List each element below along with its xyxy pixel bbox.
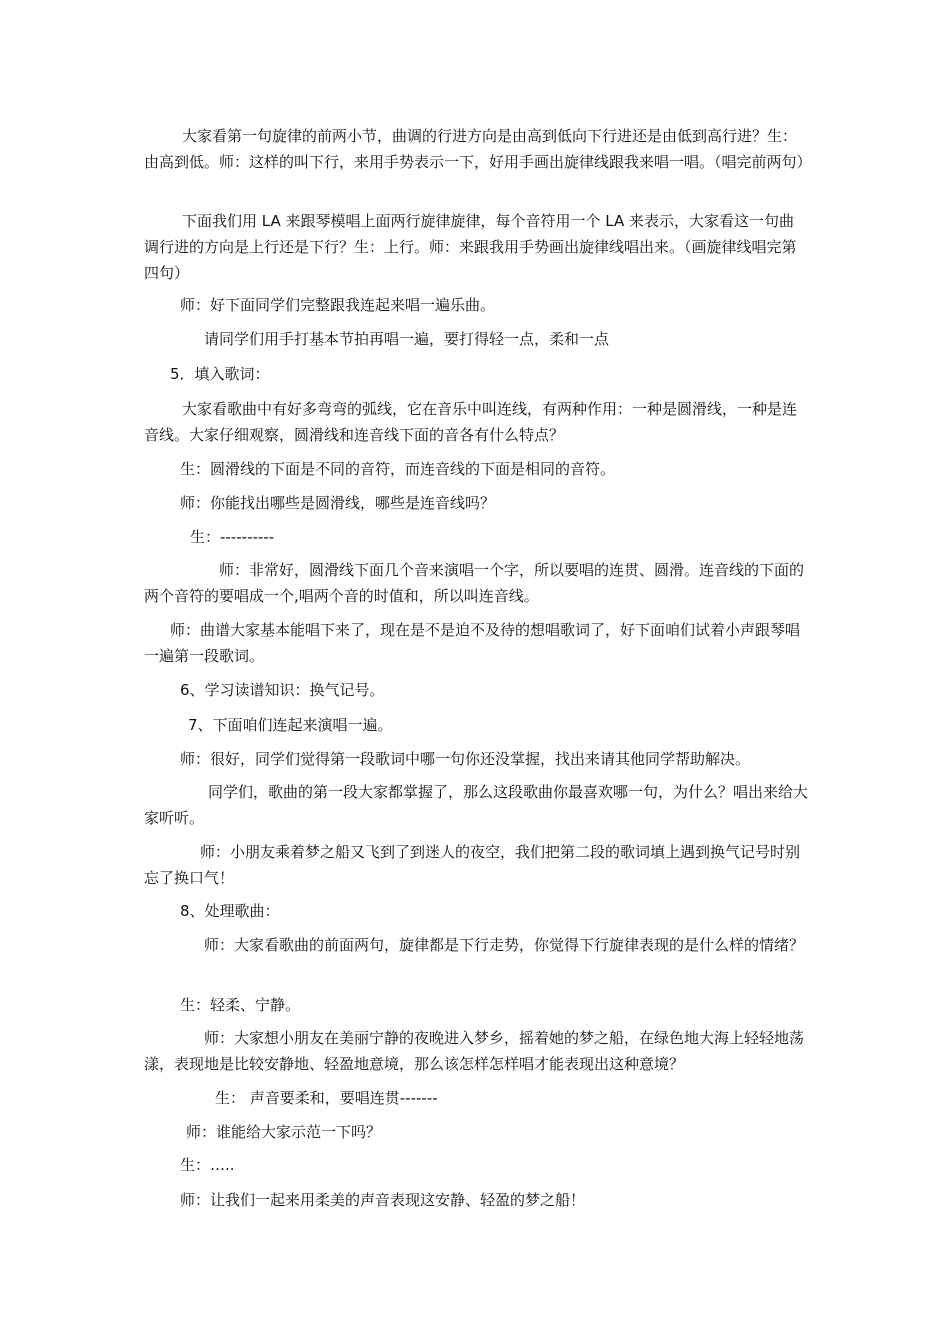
paragraph-sing-through: 师：好下面同学们完整跟我连起来唱一遍乐曲。 bbox=[180, 296, 496, 314]
paragraph-sing-lyrics: 师：曲谱大家基本能唱下来了，现在是不是迫不及待的想唱歌词了，好下面咱们试着小声跟琴唱一遍第一段歌词。 bbox=[144, 621, 801, 665]
paragraph-student-ellipsis: 生：….. bbox=[180, 1156, 235, 1174]
section-heading-fill-lyrics: 5．填入歌词： bbox=[170, 365, 270, 383]
paragraph-night-imagery: 师：大家想小朋友在美丽宁静的夜晚进入梦乡，摇着她的梦之船，在绿色地大海上轻轻地荡漾，表现地是比较安静地、轻盈地意境，那么该怎样怎样唱才能表现出这种意境？ bbox=[144, 1029, 805, 1073]
paragraph-student-soft-voice: 生： 声音要柔和，要唱连贯------- bbox=[215, 1089, 438, 1107]
paragraph-melody-ascending: 下面我们用 LA 来跟琴模唱上面两行旋律旋律，每个音符用一个 LA 来表示，大家看这一句曲调行进的方向是上行还是下行？生：上行。师：来跟我用手势画出旋律线唱出来。（画旋律线唱完第四句） bbox=[144, 212, 797, 282]
paragraph-slur-explanation: 师：非常好，圆滑线下面几个音来演唱一个字，所以要唱的连贯、圆滑。连音线的下面的两个音符的要唱成一个,唱两个音的时值和，所以叫连音线。 bbox=[144, 561, 805, 605]
paragraph-melody-descending: 大家看第一句旋律的前两小节，曲调的行进方向是由高到低向下行进还是由低到高行进？生：由高到低。师：这样的叫下行，来用手势表示一下，好用手画出旋律线跟我来唱一唱。（唱完前两句） bbox=[144, 127, 812, 171]
paragraph-demonstrate: 师：谁能给大家示范一下吗？ bbox=[186, 1123, 382, 1141]
section-heading-process-song: 8、处理歌曲： bbox=[180, 902, 280, 920]
paragraph-descending-emotion: 师：大家看歌曲的前面两句，旋律都是下行走势，你觉得下行旋律表现的是什么样的情绪？ bbox=[204, 936, 805, 954]
paragraph-closing: 师：让我们一起来用柔美的声音表现这安静、轻盈的梦之船！ bbox=[180, 1191, 586, 1209]
paragraph-student-slur-answer: 生：圆滑线的下面是不同的音符，而连音线的下面是相同的音符。 bbox=[180, 460, 616, 478]
paragraph-student-gentle: 生：轻柔、宁静。 bbox=[180, 996, 301, 1014]
paragraph-help-classmates: 师：很好，同学们觉得第一段歌词中哪一句你还没掌握，找出来请其他同学帮助解决。 bbox=[180, 750, 751, 768]
paragraph-slur-tie-intro: 大家看歌曲中有好多弯弯的弧线，它在音乐中叫连线，有两种作用：一种是圆滑线，一种是连音线。大家仔细观察，圆滑线和连音线下面的音各有什么特点？ bbox=[144, 400, 798, 444]
paragraph-favorite-line: 同学们，歌曲的第一段大家都掌握了，那么这段歌曲你最喜欢哪一句，为什么？唱出来给大家听听。 bbox=[144, 783, 809, 827]
section-heading-sing-together: 7、下面咱们连起来演唱一遍。 bbox=[188, 716, 393, 734]
section-heading-breath-mark: 6、学习读谱知识：换气记号。 bbox=[180, 681, 385, 699]
paragraph-clap-beat: 请同学们用手打基本节拍再唱一遍，要打得轻一点，柔和一点 bbox=[204, 330, 610, 348]
paragraph-student-reply: 生：---------- bbox=[190, 528, 275, 546]
paragraph-teacher-question: 师：你能找出哪些是圆滑线，哪些是连音线吗？ bbox=[180, 494, 496, 512]
paragraph-second-verse: 师：小朋友乘着梦之船又飞到了到迷人的夜空，我们把第二段的歌词填上遇到换气记号时别忘了换口气！ bbox=[144, 843, 801, 887]
